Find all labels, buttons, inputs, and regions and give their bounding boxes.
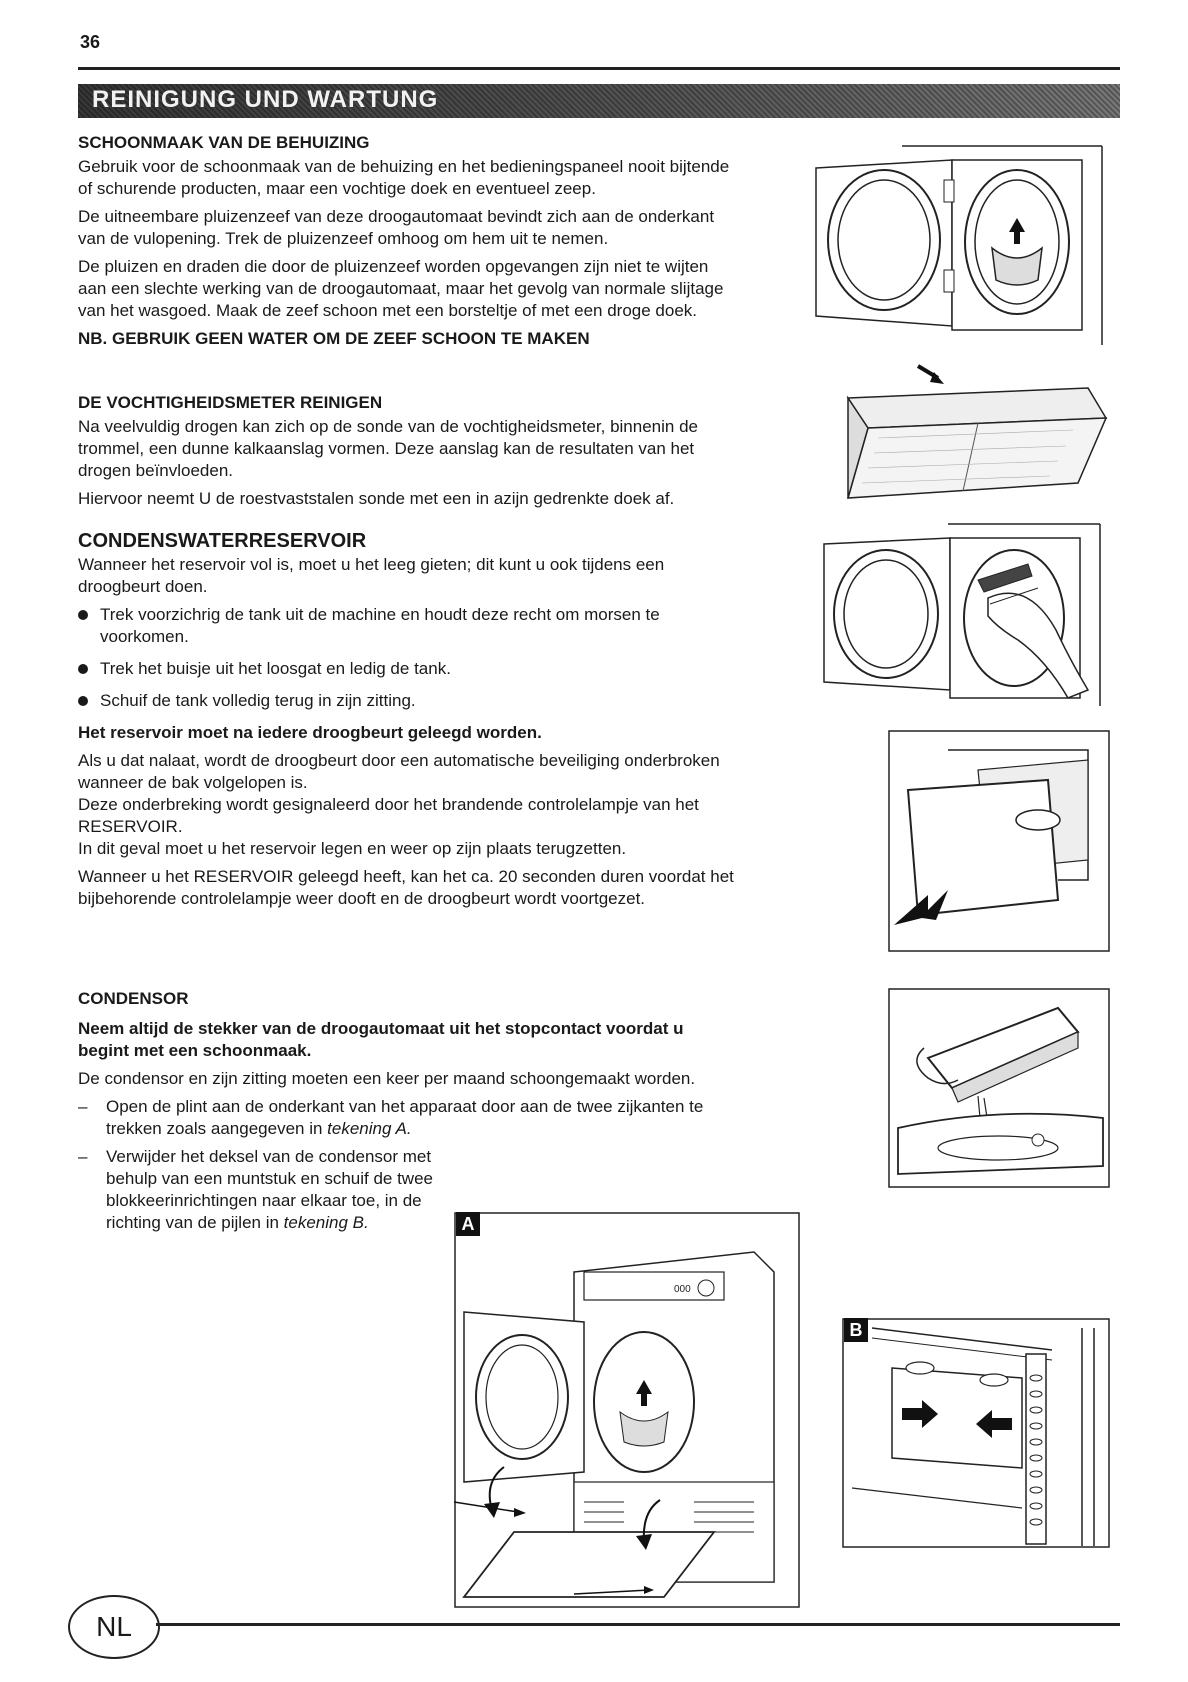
paragraph: De uitneembare pluizenzeef van deze droogautomaat bevindt zich aan de onderkant van de vulopening. Trek de pluizenzeef omhoog om hem uit te nemen. xyxy=(78,207,715,248)
figure-lint-filter xyxy=(838,358,1118,508)
paragraph: In dit geval moet u het reservoir legen en weer op zijn plaats terugzetten. xyxy=(78,839,627,858)
banner-title: REINIGUNG UND WARTUNG xyxy=(92,86,439,113)
list-item: – Open de plint aan de onderkant van het apparaat door aan de twee zijkanten te trekken zoals aangegeven in tekening A. xyxy=(78,1096,738,1140)
paragraph: Wanneer het reservoir vol is, moet u het leeg gieten; dit kunt u ook tijdens een droogbeurt doen. xyxy=(78,555,665,596)
condenser-warning: Neem altijd de stekker van de droogautomaat uit het stopcontact voordat u begint met een schoonmaak. xyxy=(78,1019,684,1060)
figure-moisture-sensor xyxy=(818,520,1108,710)
paragraph: Na veelvuldig drogen kan zich op de sonde van de vochtigheidsmeter, binnenin de trommel, een dunne kalkaanslag vormen. Deze aanslag kan de resultaten van het drogen beïnvloeden. xyxy=(78,417,698,480)
figure-reservoir-drawer xyxy=(888,730,1110,952)
bottom-rule xyxy=(156,1623,1120,1626)
reservoir-warning: Het reservoir moet na iedere droogbeurt geleegd worden. xyxy=(78,723,542,742)
drawing-reference: tekening B. xyxy=(283,1213,369,1232)
heading-reservoir: CONDENSWATERRESERVOIR xyxy=(78,530,367,552)
list-item: Schuif de tank volledig terug in zijn zitting. xyxy=(78,690,738,712)
reservoir-steps xyxy=(78,604,738,712)
heading-housing: SCHOONMAAK VAN DE BEHUIZING xyxy=(78,133,370,152)
drawing-a-label: A xyxy=(456,1212,480,1236)
heading-condenser: CONDENSOR xyxy=(78,989,189,1008)
paragraph: Hiervoor neemt U de roestvaststalen sonde met een in azijn gedrenkte doek af. xyxy=(78,489,675,508)
section-banner xyxy=(78,84,1120,118)
section-housing xyxy=(78,132,738,352)
paragraph: Deze onderbreking wordt gesignaleerd door het brandende controlelampje van het RESERVOIR. xyxy=(78,795,699,836)
paragraph: Als u dat nalaat, wordt de droogbeurt door een automatische beveiliging onderbroken wanneer de bak volgelopen is. xyxy=(78,751,720,792)
list-item: – Verwijder het deksel van de condensor met behulp van een muntstuk en schuif de twee blokkeerinrichtingen naar elkaar toe, in de richting van de pijlen in tekening B. xyxy=(78,1146,466,1234)
list-item: Trek voorzichrig de tank uit de machine en houdt deze recht om morsen te voorkomen. xyxy=(78,604,738,648)
paragraph: De pluizen en draden die door de pluizenzeef worden opgevangen zijn niet te wijten aan een slechte werking van de droogautomaat, maar het gevolg van normale slijtage van het wasgoed. Maak de zeef schoon met een borsteltje of met een droge doek. xyxy=(78,257,724,320)
figure-empty-tank xyxy=(888,988,1110,1188)
language-badge: NL xyxy=(68,1595,160,1659)
page-number: 36 xyxy=(80,32,101,52)
figure-dryer-filter xyxy=(812,140,1112,350)
paragraph: Wanneer u het RESERVOIR geleegd heeft, kan het ca. 20 seconden duren voordat het bijbehorende controlelampje weer dooft en de droogbeurt wordt voortgezet. xyxy=(78,867,734,908)
heading-moisture: DE VOCHTIGHEIDSMETER REINIGEN xyxy=(78,393,383,412)
drawing-reference: tekening A. xyxy=(327,1119,412,1138)
figure-drawing-b xyxy=(842,1318,1110,1548)
paragraph: Gebruik voor de schoonmaak van de behuizing en het bedieningspaneel nooit bijtende of schurende producten, maar een vochtige doek en eventueel zeep. xyxy=(78,157,730,198)
top-rule xyxy=(78,67,1120,70)
note-no-water: NB. GEBRUIK GEEN WATER OM DE ZEEF SCHOON TE MAKEN xyxy=(78,329,590,348)
section-condenser xyxy=(78,988,738,1240)
drawing-b-label: B xyxy=(844,1318,868,1342)
dial-readout: 000 xyxy=(674,1284,691,1295)
paragraph: De condensor en zijn zitting moeten een keer per maand schoongemaakt worden. xyxy=(78,1069,696,1088)
section-reservoir xyxy=(78,530,738,916)
section-moisture xyxy=(78,392,738,516)
list-item: Trek het buisje uit het loosgat en ledig de tank. xyxy=(78,658,738,680)
figure-drawing-a xyxy=(454,1212,800,1608)
